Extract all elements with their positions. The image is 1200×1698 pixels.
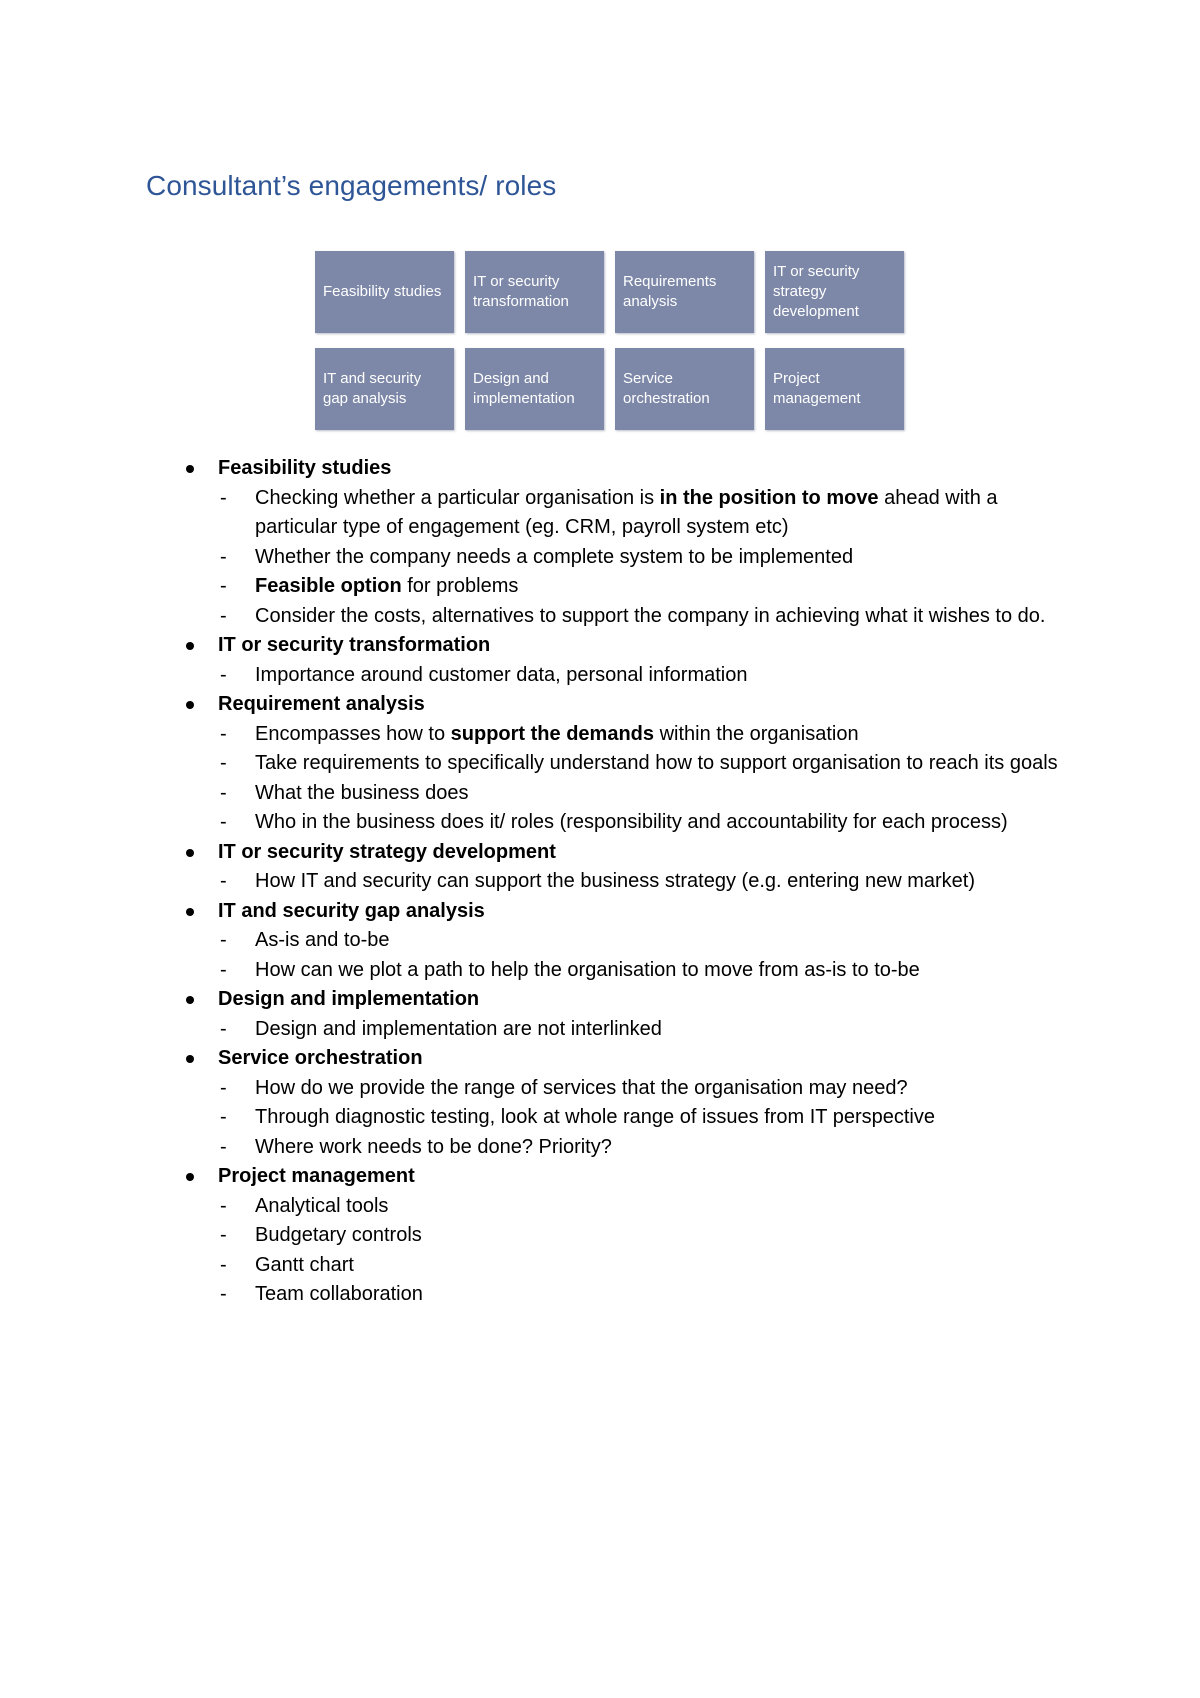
dash-bullet-icon: - <box>220 958 227 981</box>
dash-bullet-icon: - <box>220 811 227 833</box>
dash-bullet-icon: - <box>220 1017 227 1040</box>
section-heading: IT or security transformation <box>218 634 491 656</box>
list-item <box>218 1251 1080 1281</box>
item-text: Who in the business does it/ roles (responsibility and accountability for each process) <box>255 811 1008 833</box>
dash-bullet-icon: - <box>220 722 227 745</box>
diagram-tile: Requirements analysis <box>615 251 754 333</box>
section-subitems <box>218 484 1080 632</box>
bullet-icon <box>186 908 194 916</box>
dash-bullet-icon: - <box>220 781 227 804</box>
section-item <box>180 631 1080 690</box>
dash-bullet-icon: - <box>220 486 227 509</box>
section-item <box>180 985 1080 1044</box>
item-text: What the business does <box>255 781 469 804</box>
diagram-tile: Project management <box>765 348 904 430</box>
emphasis-text: in the position to move <box>659 486 879 509</box>
list-item <box>218 1103 1080 1133</box>
bullet-icon <box>186 701 194 709</box>
bullet-icon <box>186 849 194 857</box>
item-text: Team collaboration <box>255 1283 423 1305</box>
dash-bullet-icon: - <box>220 1194 227 1217</box>
section-subitems <box>218 926 1080 985</box>
item-text: Where work needs to be done? Priority? <box>255 1135 612 1158</box>
page-title: Consultant’s engagements/ roles <box>146 170 557 201</box>
list-item <box>218 720 1080 750</box>
dash-bullet-icon: - <box>220 575 227 597</box>
section-subitems <box>218 1015 1080 1045</box>
section-subitems <box>218 867 1080 897</box>
bullet-icon <box>186 1055 194 1063</box>
list-item <box>218 779 1080 809</box>
item-text: within the organisation <box>654 722 859 745</box>
item-text: How can we plot a path to help the organisation to move from as-is to to-be <box>255 958 920 981</box>
diagram-tile: Service orchestration <box>615 348 754 430</box>
dash-bullet-icon: - <box>220 929 227 951</box>
section-heading: Requirement analysis <box>218 693 425 715</box>
engagement-roles-diagram <box>315 251 904 430</box>
bullet-icon <box>186 996 194 1004</box>
section-item <box>180 690 1080 838</box>
item-text: Gantt chart <box>255 1253 354 1276</box>
section-item <box>180 454 1080 631</box>
dash-bullet-icon: - <box>220 545 227 568</box>
dash-bullet-icon: - <box>220 752 227 774</box>
list-item <box>218 926 1080 956</box>
list-item <box>218 1280 1080 1310</box>
section-subitems <box>218 720 1080 838</box>
section-heading: Feasibility studies <box>218 457 392 479</box>
section-subitems <box>218 661 1080 691</box>
item-text: Take requirements to specifically understand how to support organisation to reach its goals <box>255 752 1058 774</box>
list-item <box>218 1074 1080 1104</box>
list-item <box>218 543 1080 573</box>
section-heading: Project management <box>218 1165 415 1187</box>
list-item <box>218 956 1080 986</box>
item-text: for problems <box>401 575 519 597</box>
dash-bullet-icon: - <box>220 1135 227 1158</box>
item-text: Through diagnostic testing, look at whole range of issues from IT perspective <box>255 1106 935 1128</box>
section-item <box>180 838 1080 897</box>
dash-bullet-icon: - <box>220 604 227 627</box>
list-item <box>218 1015 1080 1045</box>
item-text: Whether the company needs a complete system to be implemented <box>255 545 854 568</box>
section-heading: Design and implementation <box>218 988 480 1010</box>
diagram-tile: Design and implementation <box>465 348 604 430</box>
list-item <box>218 602 1080 632</box>
list-item <box>218 1192 1080 1222</box>
section-heading: IT and security gap analysis <box>218 899 485 922</box>
dash-bullet-icon: - <box>220 1224 227 1246</box>
item-text: Encompasses how to <box>255 722 451 745</box>
diagram-tile: IT or security strategy development <box>765 251 904 333</box>
list-item <box>218 1133 1080 1163</box>
dash-bullet-icon: - <box>220 1253 227 1276</box>
item-text: How IT and security can support the business strategy (e.g. entering new market) <box>255 870 975 892</box>
engagement-roles-list <box>180 454 1080 1310</box>
dash-bullet-icon: - <box>220 1076 227 1099</box>
item-text: How do we provide the range of services that the organisation may need? <box>255 1076 908 1099</box>
item-text: Budgetary controls <box>255 1224 422 1246</box>
bullet-icon <box>186 465 194 473</box>
list-item <box>218 808 1080 838</box>
dash-bullet-icon: - <box>220 663 227 686</box>
item-text: Checking whether a particular organisation is <box>255 486 660 509</box>
emphasis-text: Feasible option <box>255 575 402 597</box>
item-text: Design and implementation are not interlinked <box>255 1017 662 1040</box>
dash-bullet-icon: - <box>220 1283 227 1305</box>
list-item <box>218 867 1080 897</box>
section-item <box>180 1044 1080 1162</box>
bullet-icon <box>186 642 194 650</box>
section-item <box>180 897 1080 986</box>
item-text: Importance around customer data, personal information <box>255 663 748 686</box>
dash-bullet-icon: - <box>220 1106 227 1128</box>
list-item <box>218 661 1080 691</box>
list-item <box>218 1221 1080 1251</box>
diagram-tile: IT or security transformation <box>465 251 604 333</box>
section-item <box>180 1162 1080 1310</box>
item-text: Analytical tools <box>255 1194 389 1217</box>
list-item <box>218 572 1080 602</box>
bullet-icon <box>186 1173 194 1181</box>
emphasis-text: support the demands <box>450 722 655 745</box>
item-text: Consider the costs, alternatives to support the company in achieving what it wishes to do. <box>255 604 1046 627</box>
dash-bullet-icon: - <box>220 870 227 892</box>
section-subitems <box>218 1074 1080 1163</box>
diagram-tile: Feasibility studies <box>315 251 454 333</box>
item-text: As-is and to-be <box>255 929 390 951</box>
list-item <box>218 749 1080 779</box>
section-heading: Service orchestration <box>218 1047 423 1069</box>
section-heading: IT or security strategy development <box>218 840 556 863</box>
diagram-tile: IT and security gap analysis <box>315 348 454 430</box>
list-item <box>218 484 1080 543</box>
section-subitems <box>218 1192 1080 1310</box>
item-text: ahead with a particular type of engagement (eg. CRM, payroll system etc) <box>255 486 998 538</box>
